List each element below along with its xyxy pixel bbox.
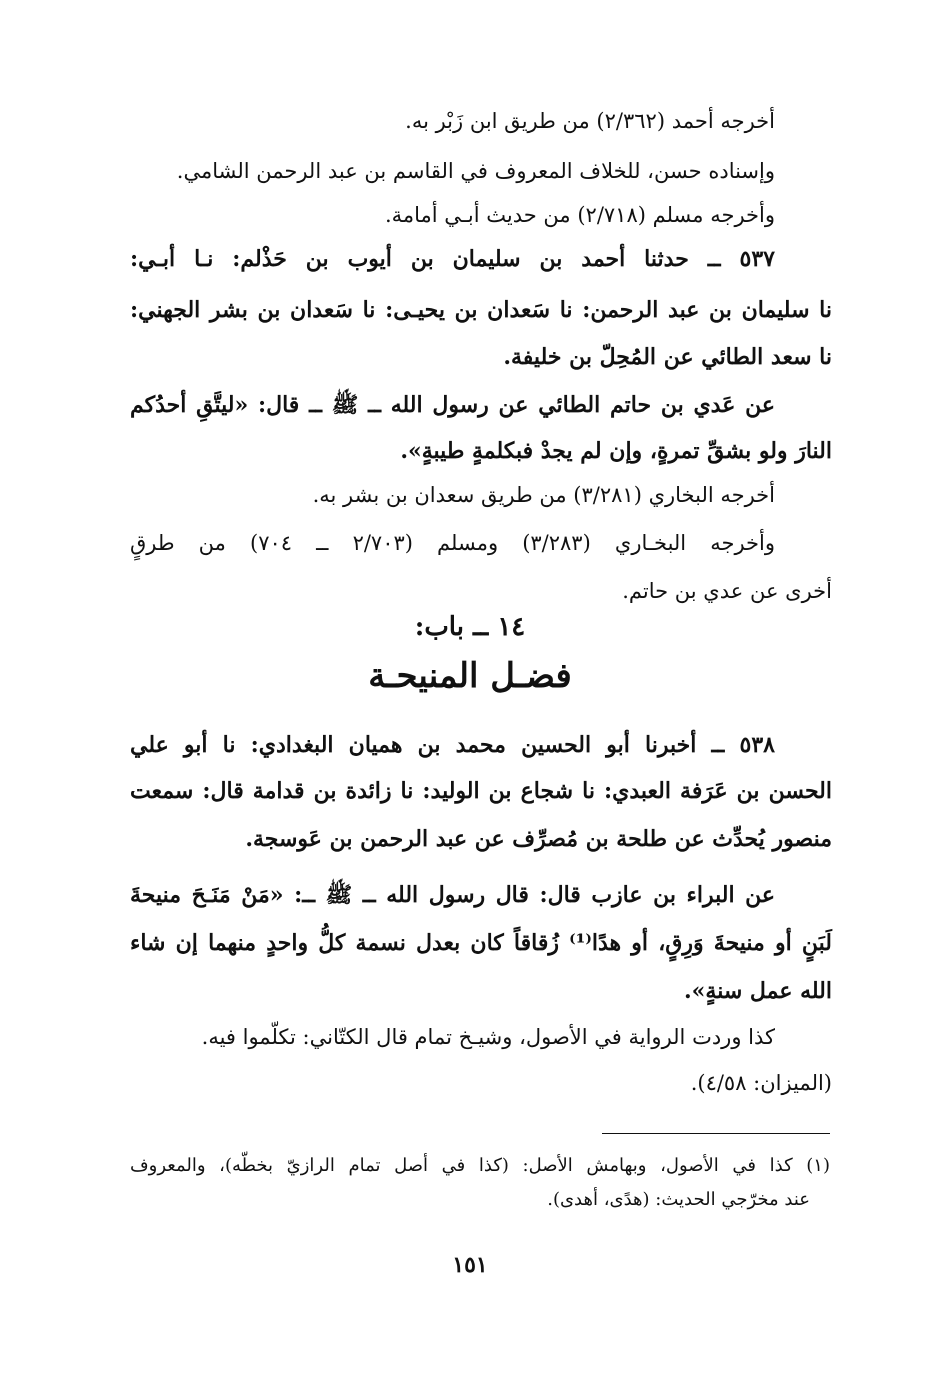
hadith-537-isnad-line: نا سعد الطائي عن المُحِلّ بن خليفة. [503, 344, 832, 370]
hadith-538-matn-line: الله عمل سنةٍ». [684, 978, 832, 1004]
text-line: وأخرجه مسلم (٢/٧١٨) من حديث أبـي أمامة. [384, 203, 775, 227]
hadith-538-matn-line: لَبَنٍ أو منيحةَ وَرِقٍ، أو هدًا⁽¹⁾ زُقاقاً كان بعدل نسمة كلُّ واحدٍ منهما إن شاء [130, 930, 832, 956]
page-number: ١٥١ [452, 1252, 488, 1278]
hadith-537-matn-line: النارَ ولو بشقِّ تمرةٍ، وإن لم يجدْ فبكلمةٍ طيبةٍ». [400, 438, 832, 464]
comment-line: (الميزان: ٤/٥٨). [690, 1071, 832, 1095]
text-line: وإسناده حسن، للخلاف المعروف في القاسم بن عبد الرحمن الشامي. [176, 159, 775, 183]
hadith-537-isnad-line: ٥٣٧ ــ حدثنا أحمد بن سليمان بن أيوب بن حَذْلم: نـا أبـي: [130, 246, 775, 272]
takhrij-line: أخرى عن عدي بن حاتم. [622, 579, 832, 603]
hadith-538-isnad-line: منصور يُحدِّث عن طلحة بن مُصرِّف عن عبد الرحمن بن عَوسجة. [245, 826, 832, 852]
text-line: أخرجه أحمد (٢/٣٦٢) من طريق ابن زَبْر به. [405, 109, 775, 133]
chapter-number: ١٤ ــ باب: [414, 612, 526, 642]
chapter-title: فضـل المنيحـة [368, 656, 572, 696]
footnote-line: (١) كذا في الأصول، وبهامش الأصل: (كذا في أصل تمام الرازيّ بخطّه)، والمعروف [130, 1155, 830, 1176]
hadith-538-isnad-line: ٥٣٨ ــ أخبرنا أبو الحسين محمد بن هميان البغدادي: نا أبو علي [130, 732, 775, 758]
takhrij-line: وأخرجه البخـاري (٣/٢٨٣) ومسلم (٢/٧٠٣ ــ ٧٠٤) من طرقٍ [130, 531, 776, 555]
hadith-537-isnad-line: نا سليمان بن عبد الرحمن: نا سَعدان بن يحيـى: نا سَعدان بن بشر الجهني: [130, 297, 832, 323]
hadith-538-matn-line: عن البراء بن عازب قال: قال رسول الله ــ ﷺ ــ: «مَنْ مَنَـحَ منيحةَ [130, 882, 775, 908]
takhrij-line: أخرجه البخاري (٣/٢٨١) من طريق سعدان بن بشر به. [312, 483, 775, 507]
footnote-line: عند مخرّجي الحديث: (هدًى، أهدى). [547, 1189, 810, 1210]
footnote-divider [602, 1133, 830, 1134]
hadith-537-matn-line: عن عَدي بن حاتم الطائي عن رسول الله ــ ﷺ ــ قال: «ليتَّقِ أحدُكم [130, 392, 775, 418]
hadith-538-isnad-line: الحسن بن عَرَفة العبدي: نا شجاع بن الوليد: نا زائدة بن قدامة قال: سمعت [130, 778, 832, 804]
comment-line: كذا وردت الرواية في الأصول، وشيـخ تمام قال الكتّاني: تكلّموا فيه. [201, 1025, 775, 1049]
